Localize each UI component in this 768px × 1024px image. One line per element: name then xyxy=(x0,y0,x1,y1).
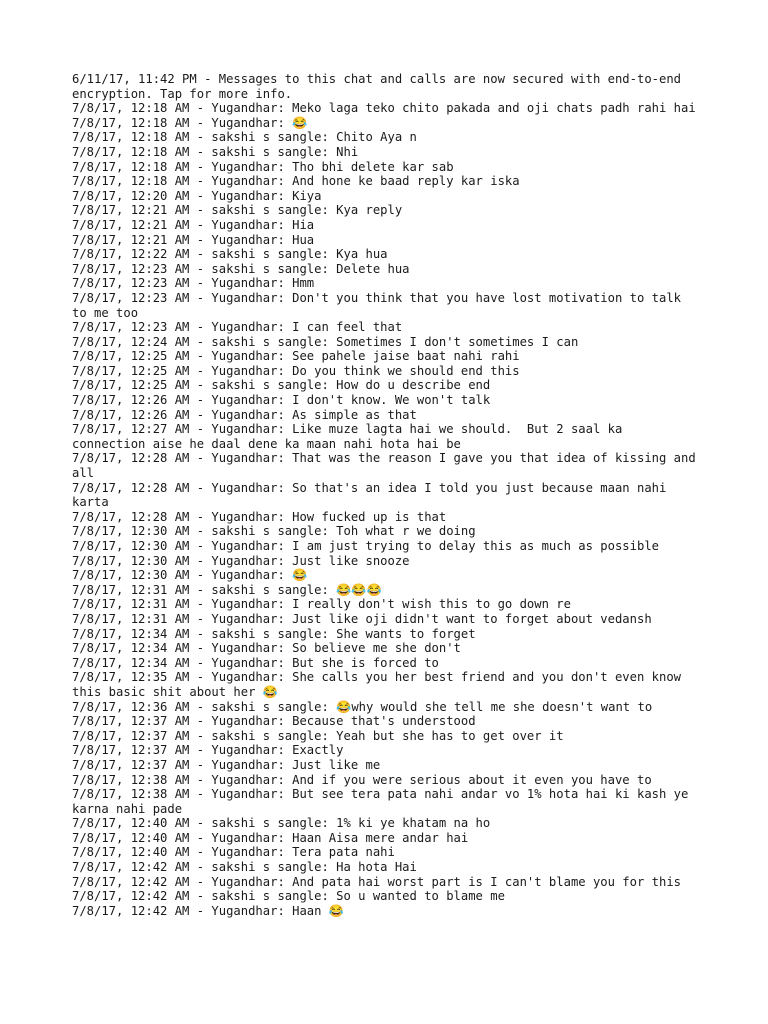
chat-message-line: 7/8/17, 12:18 AM - sakshi s sangle: Nhi xyxy=(72,144,359,159)
chat-message-line: 7/8/17, 12:42 AM - sakshi s sangle: So u wanted to blame me xyxy=(72,889,505,904)
chat-message-line: 7/8/17, 12:22 AM - sakshi s sangle: Kya hua xyxy=(72,247,388,262)
chat-message-line: 7/8/17, 12:30 AM - Yugandhar: Just like snooze xyxy=(72,553,410,568)
chat-message-line: 7/8/17, 12:18 AM - Yugandhar: And hone ke baad reply kar iska xyxy=(72,174,520,189)
chat-message-line: 7/8/17, 12:34 AM - Yugandhar: So believe me she don't xyxy=(72,641,461,656)
chat-message-line: 7/8/17, 12:37 AM - Yugandhar: Just like me xyxy=(72,757,381,772)
chat-message-line: 7/8/17, 12:30 AM - Yugandhar: I am just trying to delay this as much as possible xyxy=(72,539,659,553)
chat-message-line: 7/8/17, 12:18 AM - Yugandhar: 😂 xyxy=(72,115,308,130)
chat-message-line: 7/8/17, 12:40 AM - sakshi s sangle: 1% ki ye khatam na ho xyxy=(72,816,491,831)
chat-message-line: 7/8/17, 12:23 AM - Yugandhar: I can feel that xyxy=(72,320,403,335)
chat-message-line: 7/8/17, 12:37 AM - Yugandhar: Exactly xyxy=(72,743,344,758)
chat-message-line: 7/8/17, 12:42 AM - Yugandhar: Haan 😂 xyxy=(72,903,344,918)
chat-message-line: 6/11/17, 11:42 PM - Messages to this chat and calls are now secured with end-to-end encryption. Tap for more info. xyxy=(72,72,689,101)
chat-message-line: 7/8/17, 12:23 AM - Yugandhar: Don't you think that you have lost motivation to talk to me too xyxy=(72,290,689,320)
chat-message-line: 7/8/17, 12:36 AM - sakshi s sangle: 😂why would she tell me she doesn't want to xyxy=(72,699,653,714)
chat-message-line: 7/8/17, 12:28 AM - Yugandhar: So that's an idea I told you just because maan nahi karta xyxy=(72,480,674,510)
chat-message-line: 7/8/17, 12:21 AM - Yugandhar: Hia xyxy=(72,217,315,232)
chat-message-line: 7/8/17, 12:34 AM - Yugandhar: But she is forced to xyxy=(72,655,439,670)
chat-message-line: 7/8/17, 12:40 AM - Yugandhar: Haan Aisa mere andar hai xyxy=(72,830,469,845)
chat-message-line: 7/8/17, 12:27 AM - Yugandhar: Like muze lagta hai we should. But 2 saal ka connection aise he daal dene ka maan nahi hota hai be xyxy=(72,422,630,451)
chat-message-line: 7/8/17, 12:21 AM - sakshi s sangle: Kya reply xyxy=(72,203,403,218)
chat-message-line: 7/8/17, 12:31 AM - Yugandhar: I really don't wish this to go down re xyxy=(72,597,571,612)
chat-message-line: 7/8/17, 12:18 AM - Yugandhar: Tho bhi delete kar sab xyxy=(72,159,454,174)
chat-message-line: 7/8/17, 12:26 AM - Yugandhar: I don't know. We won't talk xyxy=(72,393,491,408)
chat-message-line: 7/8/17, 12:40 AM - Yugandhar: Tera pata nahi xyxy=(72,845,395,860)
chat-message-line: 7/8/17, 12:42 AM - Yugandhar: And pata hai worst part is I can't blame you for this xyxy=(72,874,682,889)
chat-message-line: 7/8/17, 12:20 AM - Yugandhar: Kiya xyxy=(72,188,322,203)
chat-message-line: 7/8/17, 12:37 AM - sakshi s sangle: Yeah but she has to get over it xyxy=(72,728,564,743)
chat-message-line: 7/8/17, 12:38 AM - Yugandhar: And if you were serious about it even you have to xyxy=(72,772,652,787)
chat-message-line: 7/8/17, 12:38 AM - Yugandhar: But see tera pata nahi andar vo 1% hota hai ki kash ye karna nahi pade xyxy=(72,787,696,816)
chat-message-line: 7/8/17, 12:26 AM - Yugandhar: As simple as that xyxy=(72,407,417,422)
chat-message-line: 7/8/17, 12:25 AM - Yugandhar: See pahele jaise baat nahi rahi xyxy=(72,349,520,364)
chat-message-line: 7/8/17, 12:18 AM - Yugandhar: Meko laga teko chito pakada and oji chats padh rahi hai xyxy=(72,101,696,116)
chat-transcript xyxy=(72,72,702,918)
chat-message-line: 7/8/17, 12:42 AM - sakshi s sangle: Ha hota Hai xyxy=(72,860,417,875)
chat-message-line: 7/8/17, 12:24 AM - sakshi s sangle: Sometimes I don't sometimes I can xyxy=(72,334,579,349)
chat-message-line: 7/8/17, 12:37 AM - Yugandhar: Because that's understood xyxy=(72,714,476,729)
chat-message-line: 7/8/17, 12:31 AM - sakshi s sangle: 😂😂😂 xyxy=(72,582,382,597)
chat-message-line: 7/8/17, 12:30 AM - sakshi s sangle: Toh what r we doing xyxy=(72,524,476,539)
chat-message-line: 7/8/17, 12:28 AM - Yugandhar: How fucked up is that xyxy=(72,509,447,524)
chat-message-line: 7/8/17, 12:30 AM - Yugandhar: 😂 xyxy=(72,568,308,583)
chat-message-line: 7/8/17, 12:28 AM - Yugandhar: That was the reason I gave you that idea of kissing and all xyxy=(72,451,704,481)
chat-message-line: 7/8/17, 12:25 AM - sakshi s sangle: How do u describe end xyxy=(72,378,491,393)
chat-message-line: 7/8/17, 12:25 AM - Yugandhar: Do you think we should end this xyxy=(72,363,520,378)
chat-message-line: 7/8/17, 12:34 AM - sakshi s sangle: She wants to forget xyxy=(72,626,476,641)
chat-message-line: 7/8/17, 12:21 AM - Yugandhar: Hua xyxy=(72,232,315,247)
chat-message-line: 7/8/17, 12:35 AM - Yugandhar: She calls you her best friend and you don't even know this basic shit about her 😂 xyxy=(72,670,689,699)
chat-message-line: 7/8/17, 12:23 AM - sakshi s sangle: Delete hua xyxy=(72,261,410,276)
chat-message-line: 7/8/17, 12:23 AM - Yugandhar: Hmm xyxy=(72,276,315,291)
chat-message-line: 7/8/17, 12:31 AM - Yugandhar: Just like oji didn't want to forget about vedansh xyxy=(72,611,652,626)
chat-message-line: 7/8/17, 12:18 AM - sakshi s sangle: Chito Aya n xyxy=(72,130,417,145)
